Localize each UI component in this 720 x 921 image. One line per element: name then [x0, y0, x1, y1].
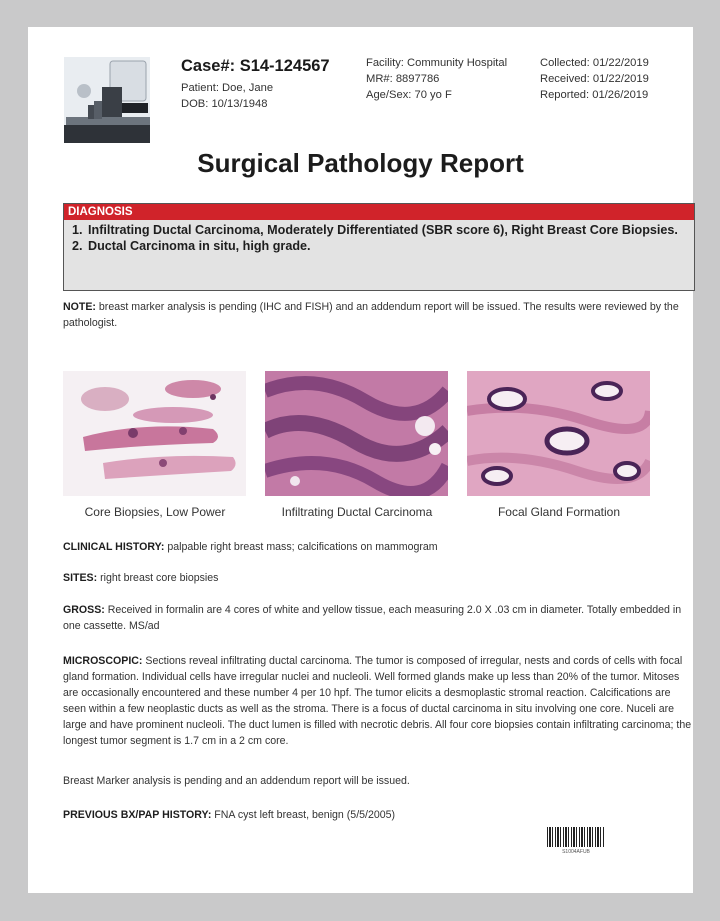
patient-dob: DOB: 10/13/1948	[181, 98, 268, 110]
histology-image-gland-formation	[467, 371, 650, 496]
reported-date: Reported: 01/26/2019	[540, 89, 649, 101]
sites	[63, 570, 695, 586]
previous-history	[63, 807, 695, 823]
barcode-text: S1004AFUB	[562, 849, 590, 855]
marker-note: Breast Marker analysis is pending and an addendum report will be issued.	[63, 775, 410, 787]
diagnosis-item	[72, 222, 694, 238]
image-caption: Core Biopsies, Low Power	[84, 505, 226, 519]
clinical-history-text: palpable right breast mass; calcifications on mammogram	[164, 541, 438, 553]
gross-description	[63, 602, 695, 634]
diagnosis-item-number: 1.	[72, 223, 83, 237]
histology-image-infiltrating-carcinoma	[265, 371, 448, 496]
age-sex: Age/Sex: 70 yo F	[366, 89, 452, 101]
diagnosis-list	[64, 220, 694, 254]
sites-label: SITES:	[63, 572, 98, 584]
image-caption: Infiltrating Ductal Carcinoma	[281, 505, 433, 519]
diagnosis-item-number: 2.	[72, 239, 83, 253]
diagnosis-item-text: Infiltrating Ductal Carcinoma, Moderately Differentiated (SBR score 6), Right Breast Core Biopsies.	[88, 223, 678, 237]
image-caption: Focal Gland Formation	[497, 505, 621, 519]
note-paragraph	[63, 299, 693, 331]
note-text: breast marker analysis is pending (IHC and FISH) and an addendum report will be issued. The results were reviewed by the pathologist.	[63, 301, 679, 329]
clinical-history	[63, 539, 695, 555]
previous-history-label: PREVIOUS BX/PAP HISTORY:	[63, 809, 212, 821]
diagnosis-item	[72, 238, 694, 254]
sites-text: right breast core biopsies	[97, 572, 219, 584]
note-label: NOTE:	[63, 301, 96, 313]
microscopic-label: MICROSCOPIC:	[63, 655, 143, 667]
gross-label: GROSS:	[63, 604, 105, 616]
microscope-icon	[64, 57, 150, 143]
report-page	[28, 27, 693, 893]
histology-image-core-biopsies	[63, 371, 246, 496]
microscope-logo	[64, 57, 150, 143]
patient-name: Patient: Doe, Jane	[181, 82, 274, 94]
diagnosis-box	[63, 203, 695, 291]
case-number: Case#: S14-124567	[181, 57, 330, 75]
previous-history-text: FNA cyst left breast, benign (5/5/2005)	[211, 809, 396, 821]
facility: Facility: Community Hospital	[366, 57, 508, 69]
gross-text: Received in formalin are 4 cores of white and yellow tissue, each measuring 2.0 X .03 cm in diameter. Totally embedded in one cassette. MS/ad	[63, 604, 682, 632]
received-date: Received: 01/22/2019	[540, 73, 649, 85]
diagnosis-item-text: Ductal Carcinoma in situ, high grade.	[88, 239, 311, 253]
barcode	[547, 827, 605, 847]
medical-record-number: MR#: 8897786	[366, 73, 440, 85]
microscopic-text: Sections reveal infiltrating ductal carcinoma. The tumor is composed of irregular, nests and cords of cells with focal gland formation. Individual cells have irregular nuclei and nucleoli. Well formed glands make up less than 20% of the tumor. Mitoses are occasionally encountered and these number 4 per 10 hpf. The tumor elicits a desmoplastic stromal reaction. Calcifications are seen within a few neoplastic ducts as well as the stroma. There is a focus of ductal carcinoma in situ involving one core. Nuceli are large and have prominent nucleoli. The duct lumen is filled with necrotic debris. All four core biopsies contain infiltrating carcinoma; the longest tumor segment is 1.7 cm in a 2 cm core.	[63, 655, 692, 747]
microscopic-description	[63, 653, 695, 749]
collected-date: Collected: 01/22/2019	[540, 57, 649, 69]
diagnosis-heading: DIAGNOSIS	[64, 204, 694, 220]
report-title: Surgical Pathology Report	[197, 148, 524, 178]
clinical-history-label: CLINICAL HISTORY:	[63, 541, 165, 553]
